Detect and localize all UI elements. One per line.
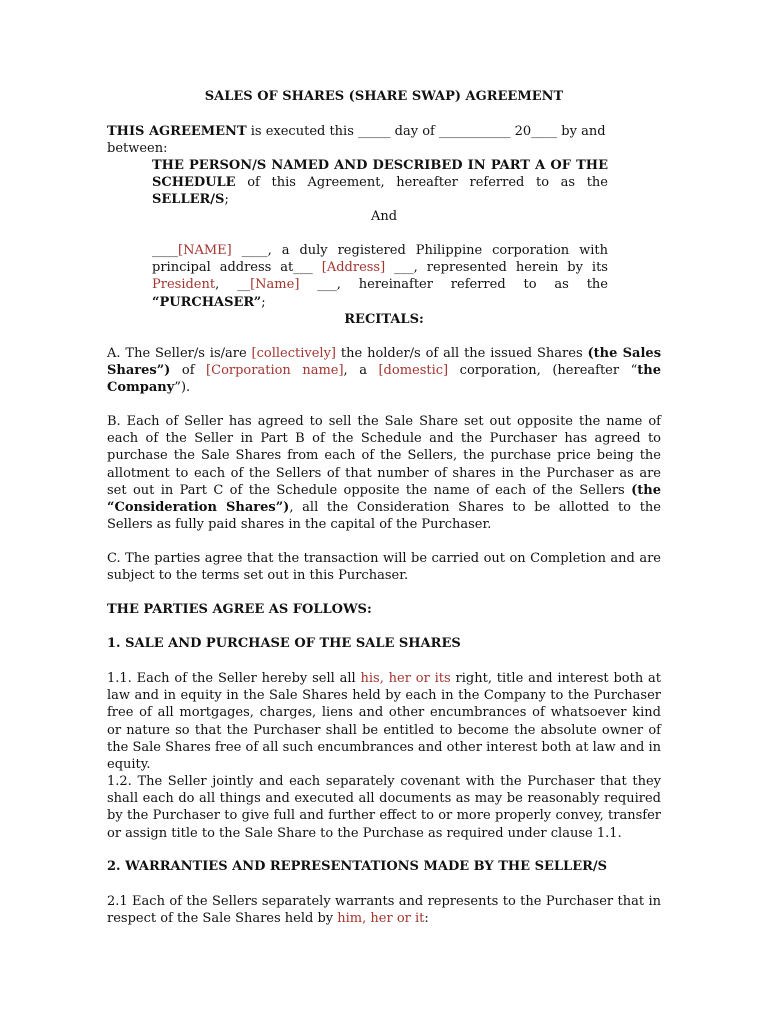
clause-1-1: 1.1. Each of the Seller hereby sell all his, her or its right, title and interest both at law and in equity in the Sale Shares held by each in the Company to the Purchaser free of all mortgages, charges, liens and other encumbrances of whatsoever kind or nature so that the Purchaser shall be entitled to become the absolute owner of the Sale Shares free of all such encumbrances and other interest both at law and in equity. — [107, 671, 662, 773]
purchaser-clause: ____[NAME] ____, a duly registered Philippine corporation with principal address at___ [Address] ___, represented herein by its President, __[Name] ___, hereinafter referred to as the “PURCHASER”; — [152, 243, 609, 310]
intro-paragraph: THIS AGREEMENT is executed this _____ day of ___________ 20____ by and between: — [107, 124, 606, 157]
clause-1-2: 1.2. The Seller jointly and each separately covenant with the Purchaser that they shall each do all things and executed all documents as may be reasonably required by the Purchaser to give full and further effect to or more properly convey, transfer or assign title to the Sale Share to the Purchase as required under clause 1.1. — [107, 774, 661, 841]
document-title: SALES OF SHARES (SHARE SWAP) AGREEMENT — [204, 89, 564, 104]
and-text: And — [370, 209, 398, 224]
name-placeholder: [NAME] — [178, 243, 232, 258]
president-name-placeholder: [Name] — [250, 277, 300, 293]
address-placeholder: [Address] — [321, 260, 386, 276]
recital-b: B. Each of Seller has agreed to sell the Sale Share set out opposite the name of each of the Seller in Part B of the Schedule and the Purchaser has agreed to purchase the Sale Shares from each of the Sellers, the purchase price being the allotment to each of the Sellers of that number of shares in the Purchaser as are set out in Part C of the Schedule opposite the name of each of the Sellers (the “Consideration Shares”), all the Consideration Shares to be allotted to the Sellers as fully paid shares in the capital of the Purchaser. — [107, 414, 661, 533]
parties-agree-heading: THE PARTIES AGREE AS FOLLOWS: — [107, 602, 372, 617]
clause-2-1: 2.1 Each of the Sellers separately warrants and represents to the Purchaser that in respect of the Sale Shares held by him, her or it: — [107, 894, 661, 927]
recital-a: A. The Seller/s is/are [collectively] the holder/s of all the issued Shares (the Sales Shares”) of [Corporation name], a [domestic] corporation, (hereafter “the Company”). — [107, 346, 662, 396]
president-label: President — [152, 277, 216, 293]
section-1-heading: 1. SALE AND PURCHASE OF THE SALE SHARES — [107, 636, 461, 651]
seller-clause: THE PERSON/S NAMED AND DESCRIBED IN PART A OF THE SCHEDULE of this Agreement, hereafter referred to as the SELLER/S; — [152, 158, 608, 208]
section-2-heading: 2. WARRANTIES AND REPRESENTATIONS MADE BY THE SELLER/S — [107, 859, 608, 874]
recital-c: C. The parties agree that the transaction will be carried out on Completion and are subject to the terms set out in this Purchaser. — [107, 551, 661, 584]
recitals-heading: RECITALS: — [344, 312, 424, 327]
